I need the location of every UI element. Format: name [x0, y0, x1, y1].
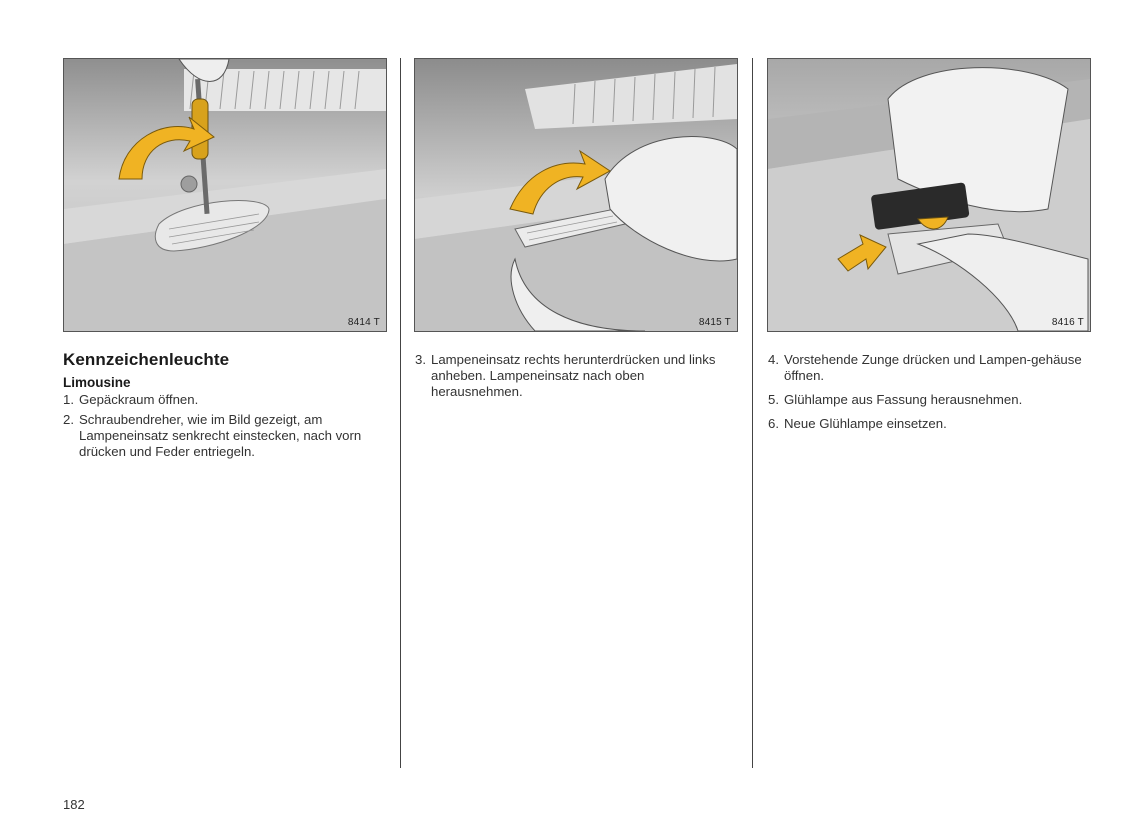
- page-number: 182: [63, 797, 85, 812]
- step-number: 3.: [415, 352, 426, 367]
- middle-column: [415, 352, 725, 404]
- column-divider-2: [752, 58, 753, 768]
- column-divider-1: [400, 58, 401, 768]
- figure-screwdriver-release: [63, 58, 387, 332]
- step-item: [768, 392, 1088, 408]
- step-item: [768, 416, 1088, 432]
- right-column: [768, 352, 1088, 436]
- step-text: Glühlampe aus Fassung herausnehmen.: [784, 392, 1023, 407]
- step-text: Vorstehende Zunge drücken und Lampen-gehäuse öffnen.: [784, 352, 1082, 383]
- illustration-lamp-removal: [415, 59, 737, 331]
- illustration-screwdriver: [64, 59, 386, 331]
- step-item: [63, 392, 383, 408]
- step-text: Gepäckraum öffnen.: [79, 392, 199, 407]
- step-item: [415, 352, 725, 400]
- step-number: 2.: [63, 412, 74, 427]
- step-text: Neue Glühlampe einsetzen.: [784, 416, 947, 431]
- figure-bulb-replace: [767, 58, 1091, 332]
- step-text: Lampeneinsatz rechts herunterdrücken und links anheben. Lampeneinsatz nach oben herausnehmen.: [431, 352, 716, 399]
- step-item: [63, 412, 383, 460]
- step-item: [768, 352, 1088, 384]
- figure-lamp-removal: [414, 58, 738, 332]
- step-number: 4.: [768, 352, 779, 367]
- step-number: 1.: [63, 392, 74, 407]
- figure-code: 8416 T: [1051, 317, 1084, 328]
- left-column: [63, 352, 383, 464]
- illustration-bulb-replace: [768, 59, 1090, 331]
- figure-code: 8415 T: [698, 317, 731, 328]
- step-number: 6.: [768, 416, 779, 431]
- section-subtitle: Limousine: [63, 375, 131, 390]
- step-number: 5.: [768, 392, 779, 407]
- figure-code: 8414 T: [347, 317, 380, 328]
- step-text: Schraubendreher, wie im Bild gezeigt, am Lampeneinsatz senkrecht einstecken, nach vorn drücken und Feder entriegeln.: [79, 412, 362, 459]
- section-title: Kennzeichenleuchte: [63, 350, 230, 369]
